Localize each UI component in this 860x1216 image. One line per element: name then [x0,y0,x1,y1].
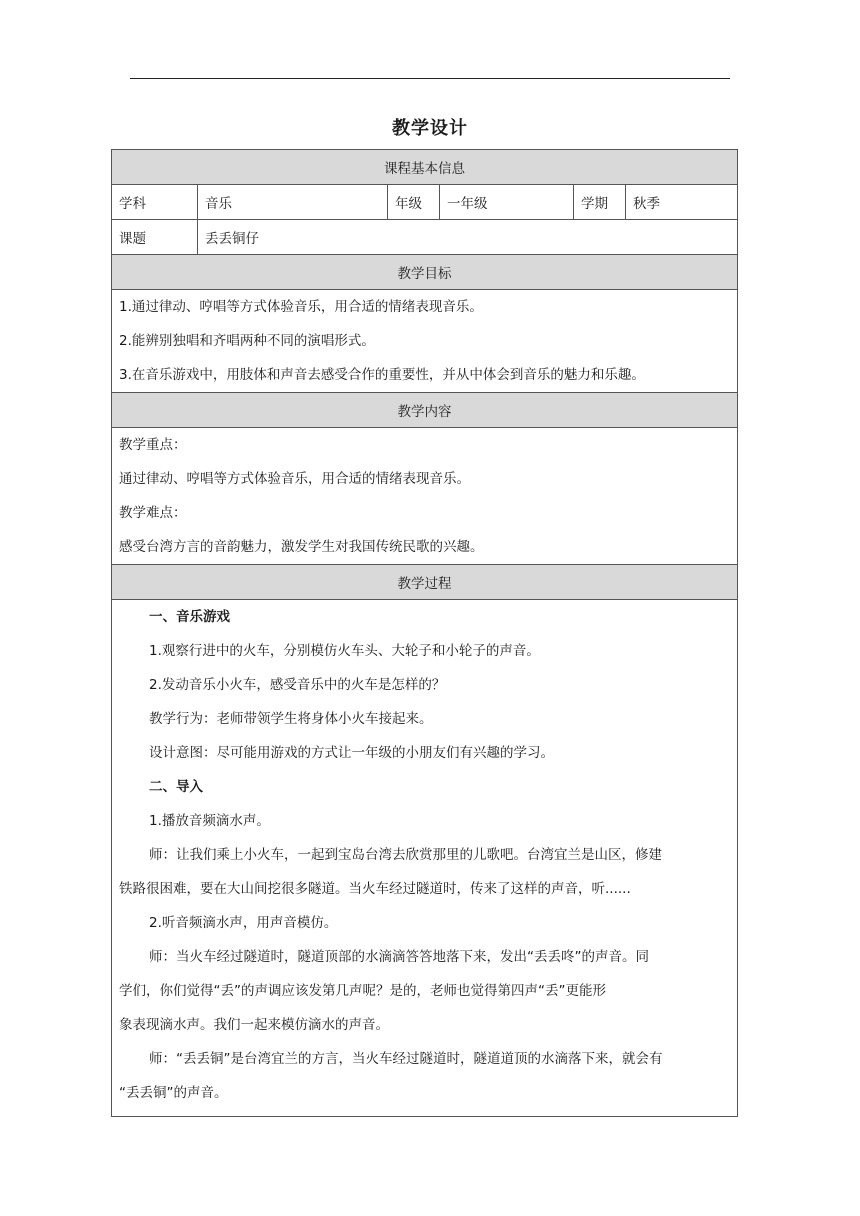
basic-info-header: 课程基本信息 [112,150,738,185]
process-line: 1.播放音频滴水声。 [149,813,270,829]
grade-value: 一年级 [440,185,574,220]
objective-item: 3.在音乐游戏中，用肢体和声音去感受合作的重要性，并从中体会到音乐的魅力和乐趣。 [119,367,645,383]
header-rule [130,78,730,79]
process-line: 象表现滴水声。我们一起来模仿滴水的声音。 [119,1017,389,1033]
process-line: 2.听音频滴水声，用声音模仿。 [149,915,338,931]
section-heading-game: 一、音乐游戏 [149,609,230,625]
key-point-text: 通过律动、哼唱等方式体验音乐，用合适的情绪表现音乐。 [119,471,470,487]
topic-label: 课题 [112,220,198,255]
term-label: 学期 [574,185,626,220]
subject-value: 音乐 [198,185,388,220]
objective-item: 2.能辨别独唱和齐唱两种不同的演唱形式。 [119,333,375,349]
process-header: 教学过程 [112,565,738,600]
process-line: 师：当火车经过隧道时，隧道顶部的水滴滴答答地落下来，发出“丢丢咚”的声音。同 [149,949,649,965]
objective-item: 1.通过律动、哼唱等方式体验音乐，用合适的情绪表现音乐。 [119,299,483,315]
process-line: 1.观察行进中的火车，分别模仿火车头、大轮子和小轮子的声音。 [149,643,540,659]
process-line: “丢丢铜”的声音。 [119,1085,228,1101]
content-header: 教学内容 [112,393,738,428]
document-title: 教学设计 [392,118,468,139]
content-body [112,428,738,565]
grade-label: 年级 [388,185,440,220]
topic-value: 丢丢铜仔 [198,220,738,255]
section-heading-intro: 二、导入 [149,779,203,795]
process-body [112,600,738,1117]
lesson-plan-table [111,149,738,1117]
key-point-label: 教学重点： [119,437,187,453]
term-value: 秋季 [626,185,738,220]
process-line: 设计意图：尽可能用游戏的方式让一年级的小朋友们有兴趣的学习。 [149,745,554,761]
process-line: 教学行为：老师带领学生将身体小火车接起来。 [149,711,433,727]
process-line: 学们，你们觉得“丢”的声调应该发第几声呢？是的，老师也觉得第四声“丢”更能形 [119,983,606,999]
difficulty-text: 感受台湾方言的音韵魅力，激发学生对我国传统民歌的兴趣。 [119,539,484,555]
subject-label: 学科 [112,185,198,220]
objectives-list [112,290,738,393]
process-line: 铁路很困难，要在大山间挖很多隧道。当火车经过隧道时，传来了这样的声音，听...... [119,881,631,897]
process-line: 师：让我们乘上小火车，一起到宝岛台湾去欣赏那里的儿歌吧。台湾宜兰是山区，修建 [149,847,662,863]
difficulty-label: 教学难点： [119,505,187,521]
process-line: 师：“丢丢铜”是台湾宜兰的方言，当火车经过隧道时，隧道道顶的水滴落下来，就会有 [149,1051,663,1067]
process-line: 2.发动音乐小火车，感受音乐中的火车是怎样的？ [149,677,446,693]
objectives-header: 教学目标 [112,255,738,290]
